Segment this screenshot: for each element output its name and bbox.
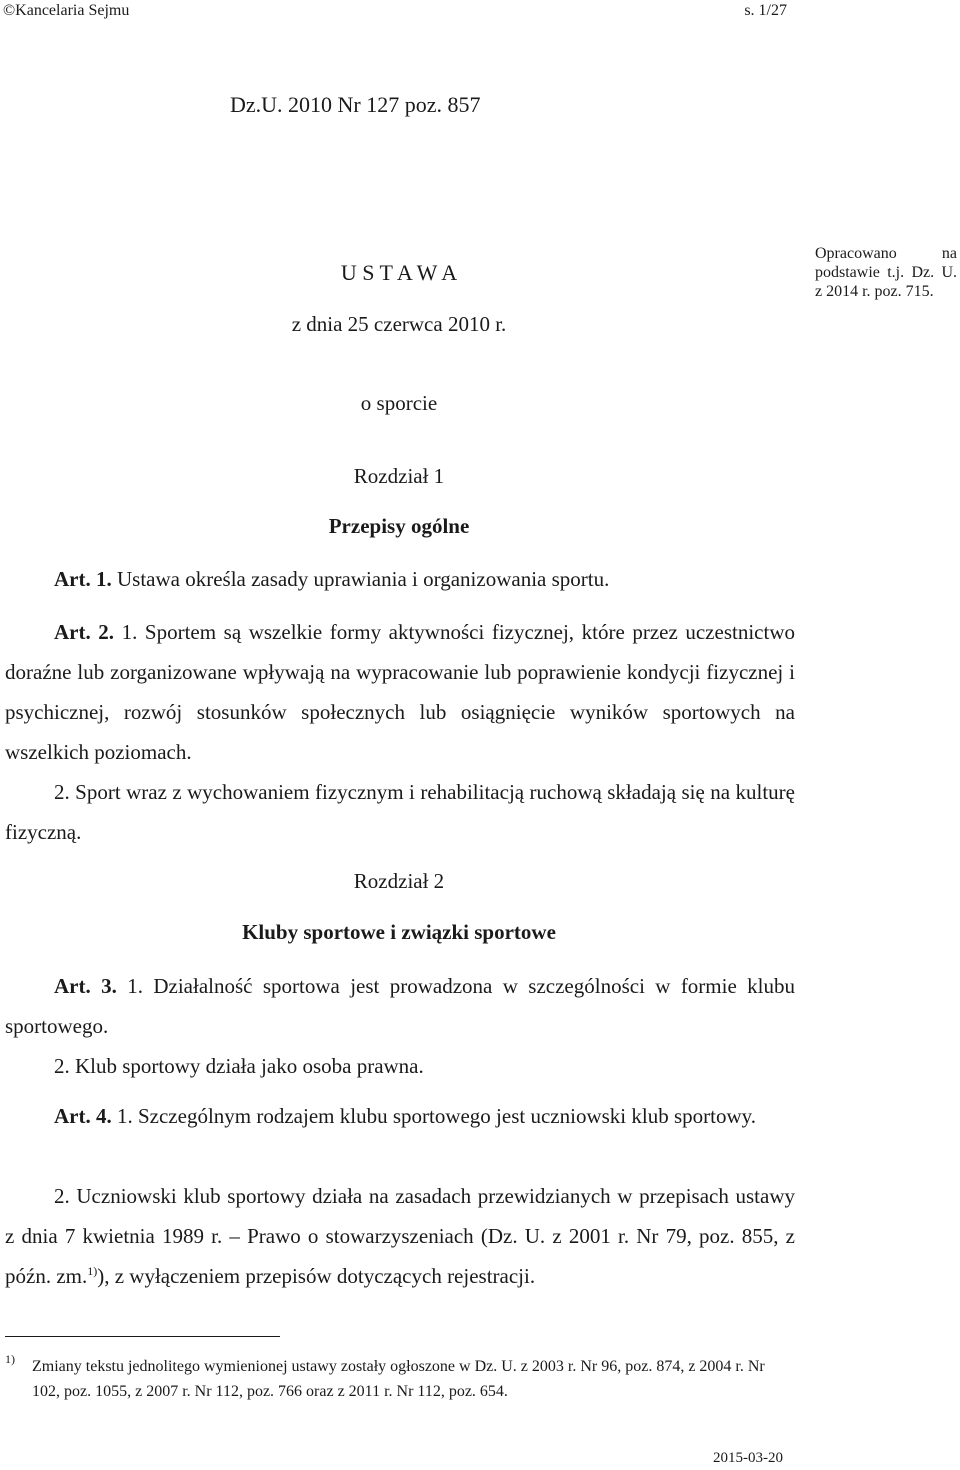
footnote-separator xyxy=(5,1336,280,1337)
act-date: z dnia 25 czerwca 2010 r. xyxy=(291,312,507,336)
footer-date: 2015-03-20 xyxy=(713,1450,783,1466)
consolidation-note: Opracowano na podstawie t.j. Dz. U. z 2014 r. poz. 715. xyxy=(815,245,957,300)
journal-reference: Dz.U. 2010 Nr 127 poz. 857 xyxy=(230,92,481,117)
article-3-number: Art. 3. xyxy=(54,974,117,998)
act-title: o sporcie xyxy=(360,391,438,415)
article-3-paragraph-2 xyxy=(5,1046,795,1086)
article-4-p2-text-end: ), z wyłączeniem przepisów dotyczących rejestracji. xyxy=(97,1264,536,1288)
chapter-1-label: Rozdział 1 xyxy=(353,464,445,488)
chapter-2-title: Kluby sportowe i związki sportowe xyxy=(242,920,556,944)
article-4-paragraph-1 xyxy=(5,1096,795,1136)
article-1-text: Ustawa określa zasady uprawiania i organizowania sportu. xyxy=(111,567,610,591)
article-2-number: Art. 2. xyxy=(54,620,115,644)
header-source: ©Kancelaria Sejmu xyxy=(3,2,130,19)
article-4-paragraph-2 xyxy=(5,1176,795,1296)
article-2-paragraph-2 xyxy=(5,772,795,852)
article-2-p1-text: 1. Sportem są wszelkie formy aktywności fizycznej, które przez uczestnictwo doraźne lub zorganizowane wpływają na wypracowanie lub poprawienie kondycji fizycznej i psychicznej, rozwój stosunków społecznych lub osiągnięcie wyników sportowych na wszelkich poziomach. xyxy=(5,620,795,764)
article-4-p1-text: 1. Szczególnym rodzajem klubu sportowego jest uczniowski klub sportowy. xyxy=(111,1104,757,1128)
article-3-p1-text: 1. Działalność sportowa jest prowadzona w szczególności w formie klubu sportowego. xyxy=(5,974,795,1038)
article-4-number: Art. 4. xyxy=(54,1104,112,1128)
article-2-p2-text: 2. Sport wraz z wychowaniem fizycznym i rehabilitacją ruchową składają się na kulturę fizyczną. xyxy=(5,780,795,844)
article-2-paragraph-1 xyxy=(5,612,795,772)
page-number: s. 1/27 xyxy=(744,2,787,19)
article-1-number: Art. 1. xyxy=(54,567,112,591)
footnote-text: Zmiany tekstu jednolitego wymienionej ustawy zostały ogłoszone w Dz. U. z 2003 r. Nr 96, poz. 874, z 2004 r. Nr 102, poz. 1055, z 2007 r. Nr 112, poz. 766 oraz z 2011 r. Nr 112, poz. 654. xyxy=(32,1358,765,1400)
footnote-reference[interactable]: 1) xyxy=(87,1264,98,1278)
chapter-1-title: Przepisy ogólne xyxy=(328,514,470,538)
article-4-p2-text: 2. Uczniowski klub sportowy działa na zasadach przewidzianych w przepisach ustawy z dnia 7 kwietnia 1989 r. – Prawo o stowarzyszeniach (Dz. U. z 2001 r. Nr 79, poz. 855, z późn. zm. xyxy=(5,1184,795,1288)
act-type: U S T A W A xyxy=(340,260,458,285)
chapter-2-label: Rozdział 2 xyxy=(353,869,445,893)
article-3-p2-text: 2. Klub sportowy działa jako osoba prawna. xyxy=(54,1054,424,1078)
article-1 xyxy=(5,559,795,599)
article-3-paragraph-1 xyxy=(5,966,795,1046)
footnote-mark: 1) xyxy=(5,1352,15,1366)
